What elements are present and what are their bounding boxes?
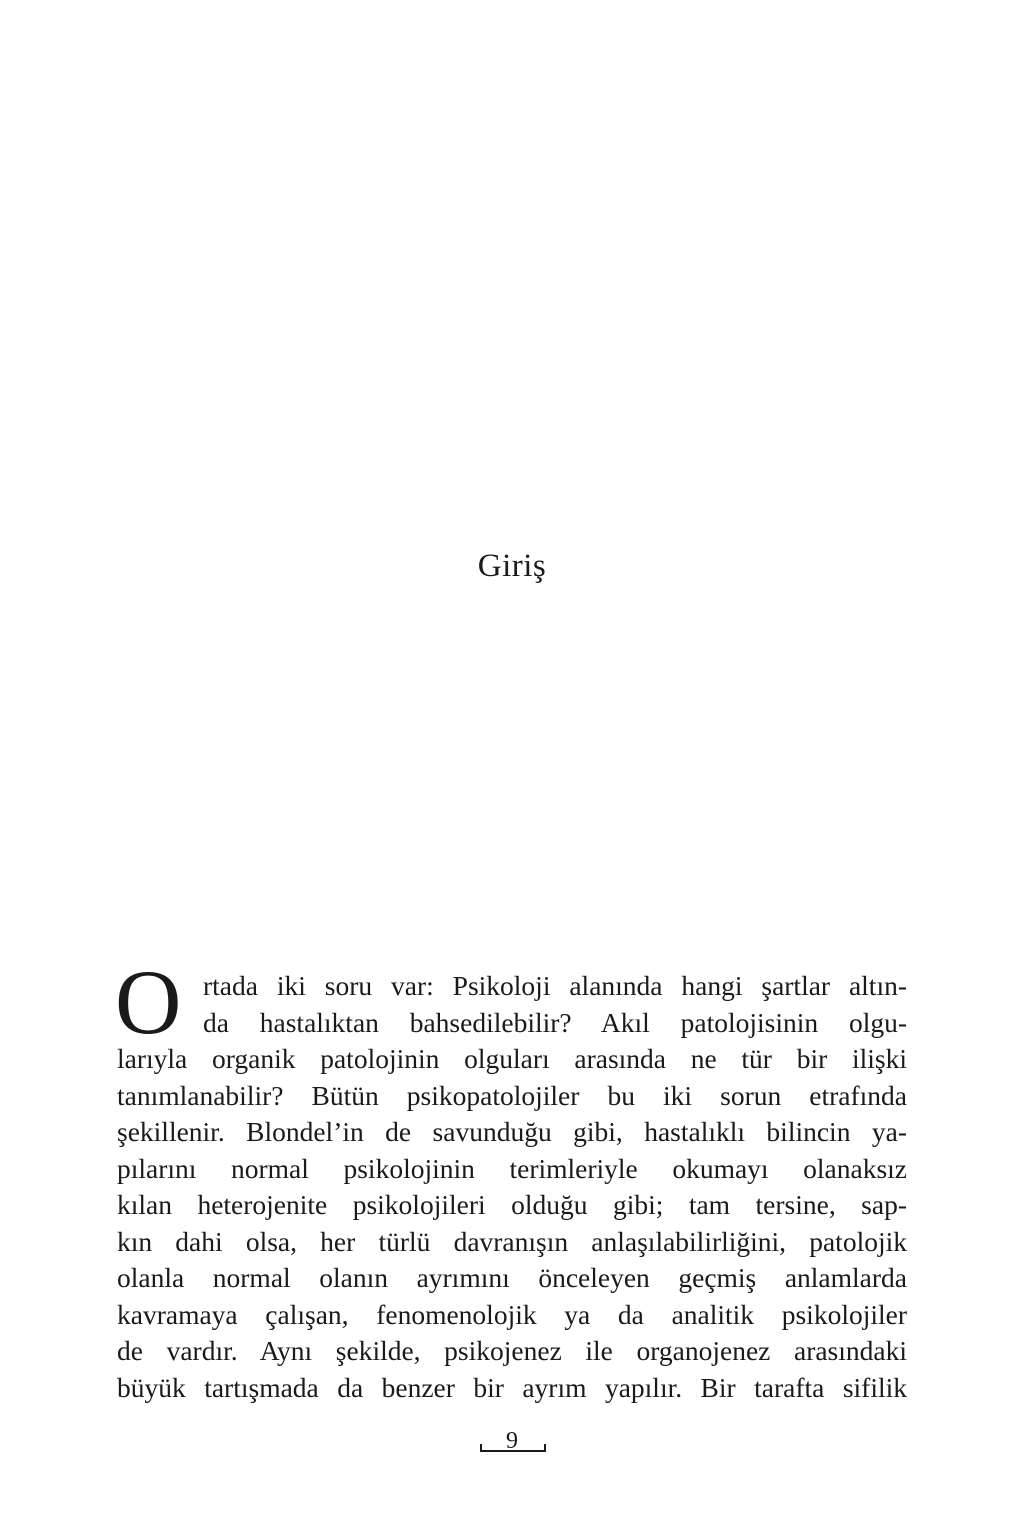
text-line: da hastalıktan bahsedilebilir? Akıl patolojisinin olgu- [203, 1006, 907, 1038]
page-number-bracket [480, 1444, 546, 1452]
chapter-title: Giriş [477, 548, 547, 584]
text-line: olanla normal olanın ayrımını önceleyen geçmiş anlamlarda [117, 1262, 907, 1293]
body-paragraph [115, 951, 907, 1406]
text-line: de vardır. Aynı şekilde, psikojenez ile organojenez arasındaki [117, 1335, 907, 1366]
text-line: larıyla organik patolojinin olguları arasında ne tür bir ilişki [117, 1043, 907, 1074]
text-line: kın dahi olsa, her türlü davranışın anlaşılabilirliğini, patolojik [117, 1225, 907, 1257]
text-line: kavramaya çalışan, fenomenolojik ya da analitik psikolojiler [117, 1298, 907, 1330]
page-number: 9 [506, 1428, 518, 1454]
text-line: büyük tartışmada da benzer bir ayrım yapılır. Bir tarafta sifilik [117, 1371, 907, 1403]
text-line: kılan heterojenite psikolojileri olduğu gibi; tam tersine, sap- [117, 1189, 907, 1220]
drop-cap: O [115, 951, 182, 1053]
text-line: pılarını normal psikolojinin terimleriyle okumayı olanaksız [117, 1152, 907, 1184]
text-line: tanımlanabilir? Bütün psikopatolojiler bu iki sorun etrafında [117, 1079, 907, 1111]
text-line: şekillenir. Blondel’in de savunduğu gibi, hastalıklı bilincin ya- [117, 1116, 907, 1147]
text-line: rtada iki soru var: Psikoloji alanında hangi şartlar altın- [203, 970, 907, 1001]
